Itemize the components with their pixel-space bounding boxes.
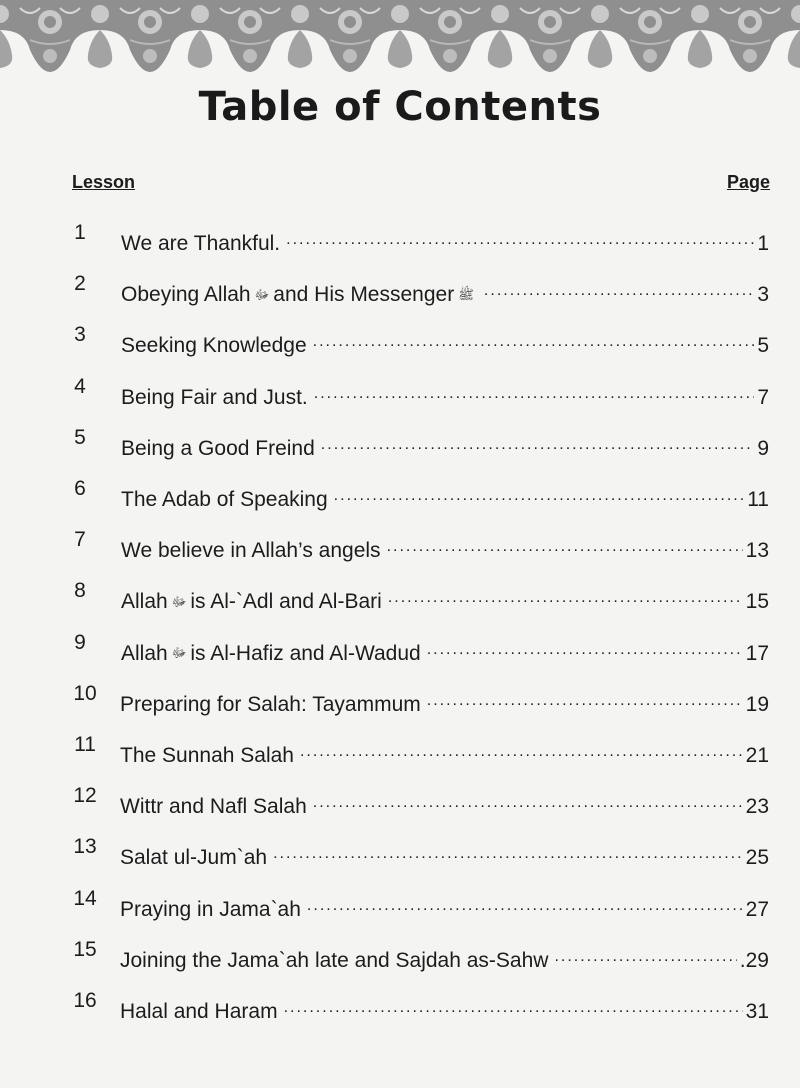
- dot-leader: [484, 267, 754, 301]
- page-number: 15: [745, 590, 769, 614]
- lesson-title: [121, 381, 308, 415]
- lesson-title: [120, 893, 301, 927]
- lesson-title-text: We believe in Allah’s angels: [121, 539, 381, 563]
- page-number: 23: [745, 795, 769, 819]
- page-number: .29: [739, 948, 769, 972]
- dot-leader: [427, 626, 743, 660]
- toc-row[interactable]: [0, 370, 800, 409]
- lesson-title-text: Wittr and Nafl Salah: [120, 795, 307, 819]
- dot-leader: [321, 421, 755, 455]
- lesson-column-header: Lesson: [72, 172, 136, 192]
- lesson-number: 6: [74, 477, 86, 500]
- lesson-title-text: Seeking Knowledge: [121, 334, 307, 358]
- toc-row[interactable]: [0, 779, 800, 819]
- dot-leader: [334, 472, 745, 506]
- toc-row[interactable]: [0, 574, 800, 614]
- toc-row[interactable]: [0, 267, 800, 307]
- lesson-title-text: Being Fair and Just.: [121, 385, 308, 409]
- toc-row[interactable]: [0, 830, 800, 870]
- lesson-title-text: Halal and Haram: [120, 1000, 278, 1023]
- lesson-title-text: Allah: [121, 590, 168, 614]
- lesson-title-text: Being a Good Freind: [121, 436, 315, 460]
- lesson-title: [120, 944, 548, 978]
- page-number: 31: [745, 1000, 769, 1023]
- lesson-number: 8: [74, 579, 86, 603]
- lesson-number: 2: [74, 272, 86, 296]
- lesson-number: 16: [73, 989, 97, 1012]
- lesson-number: 9: [74, 630, 86, 654]
- lesson-number: 13: [73, 835, 97, 859]
- toc-row[interactable]: [0, 728, 800, 767]
- page-number: 7: [757, 385, 769, 409]
- lesson-number: 5: [74, 425, 86, 449]
- lesson-title-text: The Adab of Speaking: [121, 488, 328, 511]
- dot-leader: [286, 216, 754, 250]
- toc-row[interactable]: [0, 677, 800, 716]
- lesson-title: [120, 790, 307, 824]
- lesson-title: [121, 278, 478, 312]
- dot-leader: [300, 728, 743, 762]
- honorific-prophet-icon: ﷺ: [458, 287, 474, 303]
- toc-row[interactable]: [0, 626, 800, 665]
- lesson-title-text: is Al-Hafiz and Al-Wadud: [190, 641, 421, 665]
- page-title: Table of Contents: [198, 84, 602, 130]
- lesson-title-text: The Sunnah Salah: [120, 744, 294, 767]
- lesson-title: [121, 227, 280, 261]
- lesson-number: 12: [73, 784, 97, 808]
- page-number: 5: [757, 334, 769, 358]
- honorific-allah-icon: ﷻ: [171, 646, 187, 662]
- dot-leader: [554, 933, 736, 967]
- lesson-title-text: We are Thankful.: [121, 232, 281, 255]
- dot-leader: [314, 370, 755, 404]
- lesson-title-text: and His Messenger: [273, 283, 455, 307]
- dot-leader: [387, 523, 743, 557]
- page-number: 9: [757, 436, 769, 460]
- dot-leader: [388, 574, 743, 608]
- lesson-number: 4: [74, 374, 86, 398]
- toc-row[interactable]: [0, 318, 800, 358]
- dot-leader: [307, 882, 743, 916]
- toc-row[interactable]: [0, 984, 800, 1023]
- lesson-title: [121, 534, 381, 568]
- toc-row[interactable]: [0, 882, 800, 921]
- page-number: 21: [745, 744, 769, 767]
- page-number: 25: [745, 846, 769, 870]
- page-number: 17: [745, 641, 769, 665]
- page-number: 19: [745, 692, 769, 716]
- page-number: 3: [757, 283, 769, 307]
- dot-leader: [284, 984, 743, 1018]
- lesson-number: 11: [74, 733, 96, 756]
- dot-leader: [313, 318, 755, 352]
- lesson-title: [120, 688, 421, 722]
- lesson-number: 1: [74, 221, 86, 244]
- lesson-title-text: Preparing for Salah: Tayammum: [120, 692, 421, 716]
- toc-row[interactable]: [0, 216, 800, 255]
- lesson-number: 3: [74, 323, 86, 347]
- lesson-title: [120, 841, 267, 875]
- lesson-title-text: Obeying Allah: [121, 283, 251, 307]
- toc-row[interactable]: [0, 523, 800, 563]
- page-number: 1: [757, 232, 769, 255]
- lesson-title-text: Salat ul-Jum`ah: [120, 846, 268, 870]
- page-column-header: Page: [726, 172, 770, 192]
- lesson-title-text: Joining the Jama`ah late and Sajdah as-Sahw: [120, 948, 549, 972]
- lesson-title: [120, 739, 294, 773]
- ornamental-border: [0, 0, 800, 80]
- lesson-number: 7: [74, 528, 86, 552]
- lesson-title-text: Praying in Jama`ah: [120, 897, 301, 921]
- lesson-title: [121, 432, 315, 466]
- honorific-allah-icon: ﷻ: [254, 287, 270, 303]
- lesson-number: 15: [73, 937, 97, 961]
- dot-leader: [273, 830, 743, 864]
- dot-leader: [313, 779, 743, 813]
- lesson-title: [120, 995, 278, 1029]
- honorific-allah-icon: ﷻ: [171, 594, 187, 610]
- lesson-title: [121, 637, 421, 671]
- page-number: 13: [745, 539, 769, 563]
- page-number: 11: [747, 488, 769, 511]
- lesson-number: 10: [73, 681, 97, 705]
- toc-row[interactable]: [0, 472, 800, 511]
- lesson-title: [121, 585, 382, 619]
- toc-row[interactable]: [0, 933, 800, 972]
- lesson-title-text: is Al-`Adl and Al-Bari: [190, 590, 382, 614]
- lesson-title: [121, 329, 307, 363]
- page-number: 27: [745, 897, 769, 921]
- lesson-number: 14: [73, 886, 97, 910]
- lesson-title: [121, 483, 328, 517]
- lesson-title-text: Allah: [121, 641, 168, 665]
- dot-leader: [427, 677, 743, 711]
- toc-row[interactable]: [0, 421, 800, 460]
